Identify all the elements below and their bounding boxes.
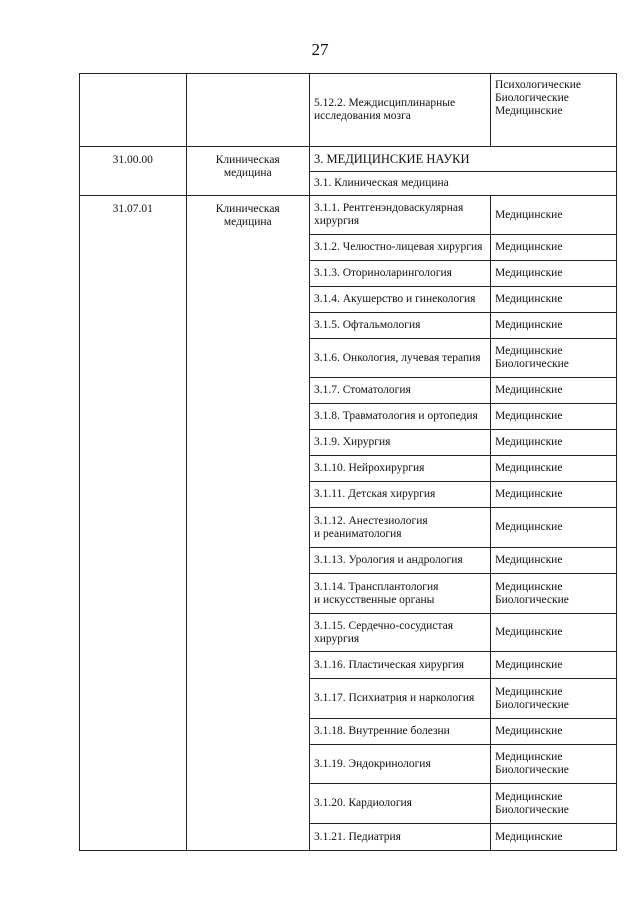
science-label: Медицинские [495, 658, 563, 671]
section-heading: 3. МЕДИЦИНСКИЕ НАУКИ [314, 151, 470, 166]
sciences-cell [491, 235, 616, 260]
sciences-cell [491, 287, 616, 312]
science-label: Медицинские [495, 105, 563, 117]
sciences-cell [491, 614, 616, 651]
sciences-cell [491, 482, 616, 507]
sciences-cell [491, 574, 616, 613]
subsection-heading: 3.1. Клиническая медицина [314, 177, 449, 189]
table-row [310, 403, 616, 429]
science-label: Медицинские [495, 488, 563, 500]
science-label: Медицинские [495, 241, 563, 253]
science-label: Медицинские [495, 626, 563, 638]
table-row [310, 573, 616, 613]
table-row [310, 744, 616, 783]
code-cell: 31.07.01 [80, 196, 187, 850]
science-label: Биологические [495, 764, 569, 776]
table-row [310, 429, 616, 455]
table-row [310, 260, 616, 286]
section-heading-row [310, 147, 616, 171]
specialty-cell [310, 508, 491, 547]
sciences-cell [491, 652, 616, 678]
code-cell [80, 74, 187, 146]
science-label: Медицинские [495, 436, 563, 448]
specialty-cell: 3.1.10. Нейрохирургия [310, 456, 491, 481]
specialty-line: 3.1.12. Анестезиология [314, 514, 428, 527]
table-row [310, 547, 616, 573]
sciences-cell [491, 261, 616, 286]
table-row [310, 286, 616, 312]
sciences-cell [491, 313, 616, 338]
table-group [80, 74, 616, 146]
science-label: Биологические [495, 92, 569, 104]
science-label: Медицинские [495, 521, 563, 533]
table-row [310, 507, 616, 547]
sciences-cell [491, 508, 616, 547]
specialty-cell: 3.1.19. Эндокринология [310, 745, 491, 783]
code-cell: 31.00.00 [80, 147, 187, 195]
table-row [310, 312, 616, 338]
specialty-cell: 3.1.16. Пластическая хирургия [310, 652, 491, 678]
specialty-line: 3.1.15. Сердечно-сосудистая [314, 619, 453, 632]
specialty-cell: 3.1.17. Психиатрия и наркология [310, 679, 491, 718]
science-label: Биологические [495, 803, 569, 816]
science-label: Биологические [495, 358, 569, 370]
table-row [310, 651, 616, 678]
table-row [310, 74, 616, 146]
table-row [310, 338, 616, 377]
specialty-cell: 3.1.21. Педиатрия [310, 824, 491, 850]
specialty-cell: 3.1.3. Оториноларингология [310, 261, 491, 286]
table-row [310, 678, 616, 718]
science-label: Медицинские [495, 208, 563, 221]
specialty-cell: 3.1.9. Хирургия [310, 430, 491, 455]
sciences-cell [491, 456, 616, 481]
science-label: Медицинские [495, 384, 563, 396]
field-cell: Клиническая медицина [187, 196, 310, 850]
science-label: Медицинские [495, 725, 563, 737]
sciences-cell [491, 824, 616, 850]
field-cell: Клиническая медицина [187, 147, 310, 195]
specialty-line: 3.1.14. Трансплантология [314, 580, 439, 593]
specialty-cell: 3.1.2. Челюстно-лицевая хирургия [310, 235, 491, 260]
sciences-cell [491, 378, 616, 403]
science-label: Медицинские [495, 790, 563, 803]
sciences-cell [491, 548, 616, 573]
sciences-cell [491, 784, 616, 823]
specialty-cell: 3.1.6. Онкология, лучевая терапия [310, 339, 491, 377]
specialty-cell [310, 574, 491, 613]
table-row [310, 196, 616, 234]
subsection-heading-row [310, 171, 616, 195]
specialty-cell: 3.1.5. Офтальмология [310, 313, 491, 338]
science-label: Медицинские [495, 751, 563, 763]
science-label: Медицинские [495, 830, 563, 843]
table-row [310, 613, 616, 651]
sciences-cell [491, 745, 616, 783]
sciences-cell [491, 719, 616, 744]
specialty-cell: 5.12.2. Междисциплинарные исследования мозга [310, 74, 491, 146]
specialty-cell [310, 614, 491, 651]
science-label: Медицинские [495, 319, 563, 331]
table-group [80, 146, 616, 195]
sciences-cell [491, 339, 616, 377]
table-group [80, 195, 616, 850]
specialty-line: и искусственные органы [314, 593, 435, 606]
table-row [310, 718, 616, 744]
sciences-cell [491, 74, 616, 146]
sciences-cell [491, 679, 616, 718]
table-row [310, 823, 616, 850]
science-label: Медицинские [495, 410, 563, 422]
science-label: Медицинские [495, 580, 563, 593]
specialty-cell: 3.1.1. Рентгенэндоваскулярная хирургия [310, 196, 491, 234]
science-label: Медицинские [495, 554, 563, 566]
specialty-cell: 3.1.7. Стоматология [310, 378, 491, 403]
specialty-cell: 3.1.11. Детская хирургия [310, 482, 491, 507]
specialty-line: и реаниматология [314, 527, 402, 540]
table-row [310, 234, 616, 260]
table-row [310, 481, 616, 507]
sciences-cell [491, 196, 616, 234]
science-label: Медицинские [495, 345, 563, 357]
table-row [310, 455, 616, 481]
table-row [310, 783, 616, 823]
specialty-cell: 3.1.13. Урология и андрология [310, 548, 491, 573]
sciences-cell [491, 404, 616, 429]
specialty-cell: 3.1.8. Травматология и ортопедия [310, 404, 491, 429]
science-label: Биологические [495, 698, 569, 711]
science-label: Медицинские [495, 267, 563, 279]
table-row [310, 377, 616, 403]
specialties-table [79, 73, 617, 851]
field-cell [187, 74, 310, 146]
science-label: Медицинские [495, 685, 563, 698]
science-label: Медицинские [495, 462, 563, 474]
science-label: Медицинские [495, 293, 563, 305]
science-label: Психологические [495, 79, 581, 91]
science-label: Биологические [495, 593, 569, 606]
specialty-cell: 3.1.18. Внутренние болезни [310, 719, 491, 744]
specialty-cell: 3.1.4. Акушерство и гинекология [310, 287, 491, 312]
page-number: 27 [311, 40, 329, 59]
specialty-cell: 3.1.20. Кардиология [310, 784, 491, 823]
sciences-cell [491, 430, 616, 455]
specialty-line: хирургия [314, 632, 360, 645]
